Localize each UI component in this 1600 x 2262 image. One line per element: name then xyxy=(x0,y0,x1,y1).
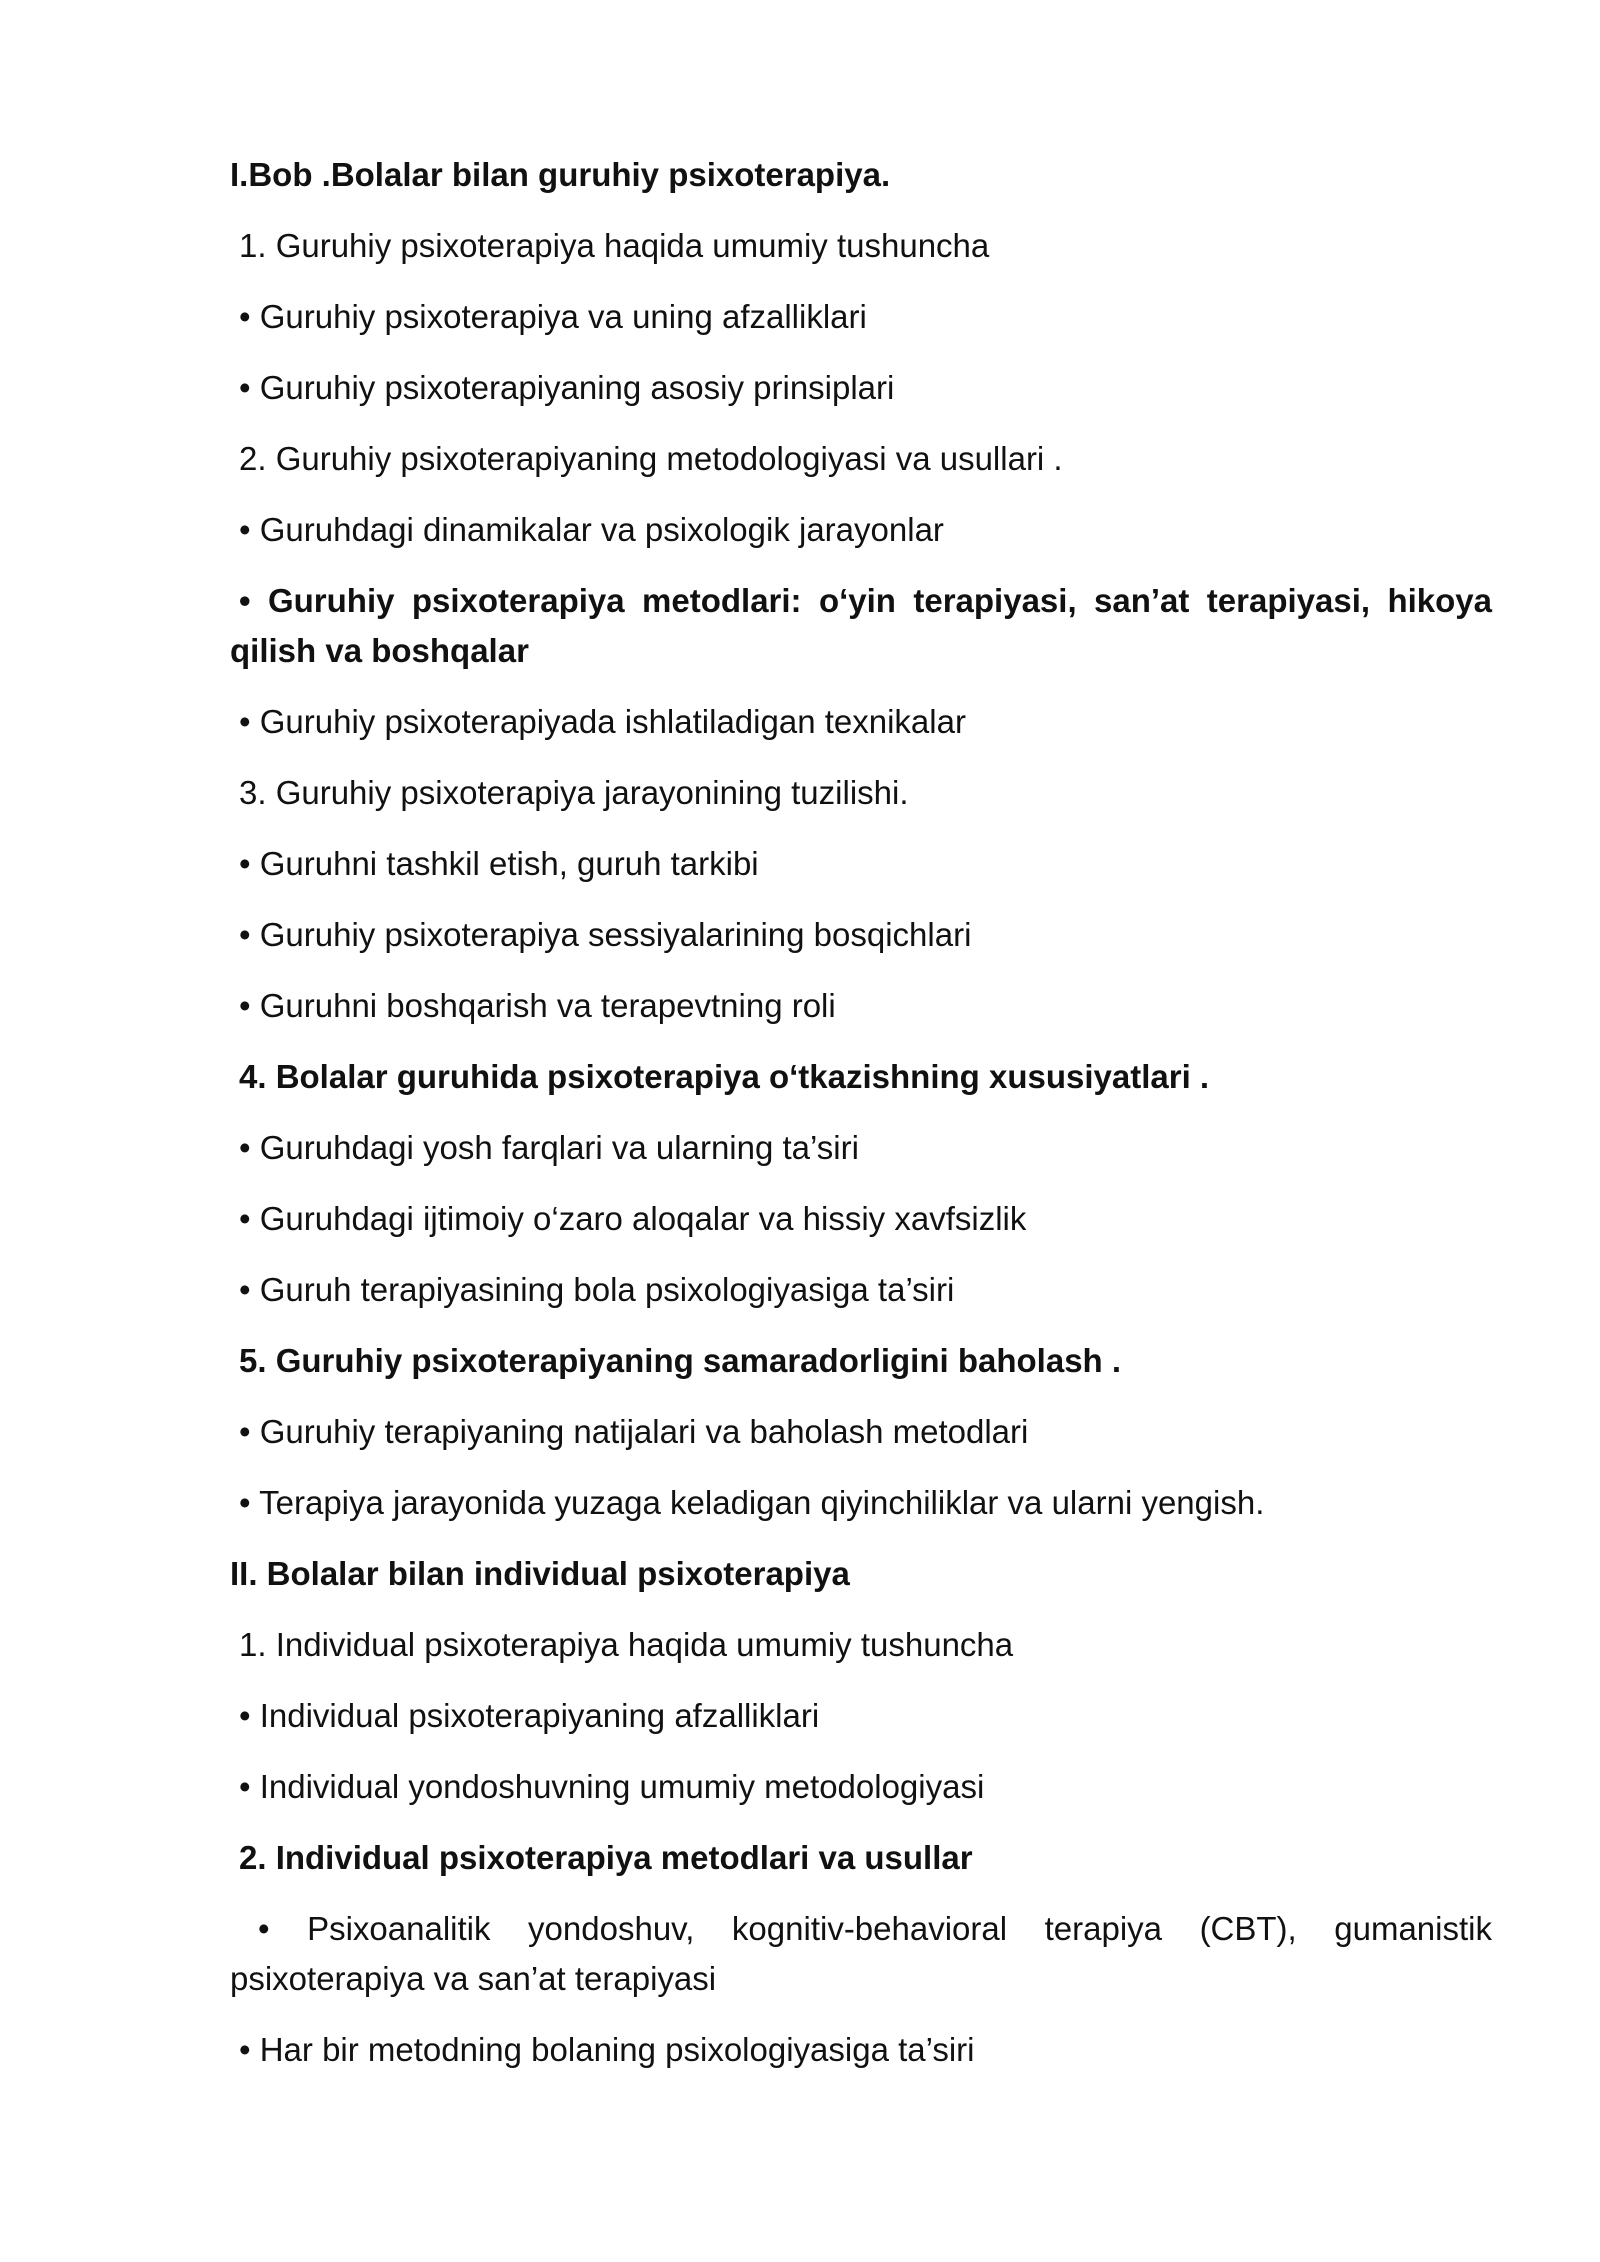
section-1-5: 5. Guruhiy psixoterapiyaning samaradorligini baholash . xyxy=(239,1342,1122,1379)
section-2-2: 2. Individual psixoterapiya metodlari va usullar xyxy=(239,1839,973,1876)
chapter-1-heading: I.Bob .Bolalar bilan guruhiy psixoterapiya. xyxy=(230,156,891,193)
bullet-item: • Guruhiy psixoterapiya sessiyalarining bosqichlari xyxy=(239,916,972,953)
bullet-item: • Guruhiy terapiyaning natijalari va baholash metodlari xyxy=(239,1413,1029,1450)
section-1-2: 2. Guruhiy psixoterapiyaning metodologiyasi va usullari . xyxy=(239,440,1063,477)
bullet-item: • Guruhiy psixoterapiyada ishlatiladigan texnikalar xyxy=(239,703,966,740)
bullet-item: • Guruhdagi ijtimoiy o‘zaro aloqalar va hissiy xavfsizlik xyxy=(239,1200,1027,1237)
section-2-1: 1. Individual psixoterapiya haqida umumiy tushuncha xyxy=(239,1626,1014,1663)
document-page xyxy=(230,150,1492,2096)
bullet-item: • Individual yondoshuvning umumiy metodologiyasi xyxy=(239,1768,985,1805)
bullet-item: • Terapiya jarayonida yuzaga keladigan qiyinchiliklar va ularni yengish. xyxy=(239,1484,1265,1521)
bullet-item: • Har bir metodning bolaning psixologiyasiga ta’siri xyxy=(239,2031,975,2068)
bullet-item-wrap: • Psixoanalitik yondoshuv, kognitiv-behavioral terapiya (CBT), gumanistik psixoterapiya va san’at terapiyasi xyxy=(230,1910,1492,1997)
section-1-3: 3. Guruhiy psixoterapiya jarayonining tuzilishi. xyxy=(239,774,909,811)
bullet-item-bold: • Guruhiy psixoterapiya metodlari: o‘yin terapiyasi, san’at terapiyasi, hikoya qilish va boshqalar xyxy=(230,582,1492,669)
bullet-item: • Guruhdagi yosh farqlari va ularning ta’siri xyxy=(239,1129,859,1166)
section-1-4: 4. Bolalar guruhida psixoterapiya o‘tkazishning xususiyatlari . xyxy=(239,1058,1210,1095)
chapter-2-heading: II. Bolalar bilan individual psixoterapiya xyxy=(230,1555,850,1592)
bullet-item: • Guruhni boshqarish va terapevtning roli xyxy=(239,987,836,1024)
bullet-item: • Guruhiy psixoterapiya va uning afzalliklari xyxy=(239,298,867,335)
section-1-1: 1. Guruhiy psixoterapiya haqida umumiy tushuncha xyxy=(239,227,990,264)
bullet-item: • Guruhdagi dinamikalar va psixologik jarayonlar xyxy=(239,511,944,548)
bullet-item: • Guruhiy psixoterapiyaning asosiy prinsiplari xyxy=(239,369,895,406)
bullet-item: • Guruhni tashkil etish, guruh tarkibi xyxy=(239,845,759,882)
bullet-item: • Guruh terapiyasining bola psixologiyasiga ta’siri xyxy=(239,1271,955,1308)
bullet-item: • Individual psixoterapiyaning afzalliklari xyxy=(239,1697,820,1734)
